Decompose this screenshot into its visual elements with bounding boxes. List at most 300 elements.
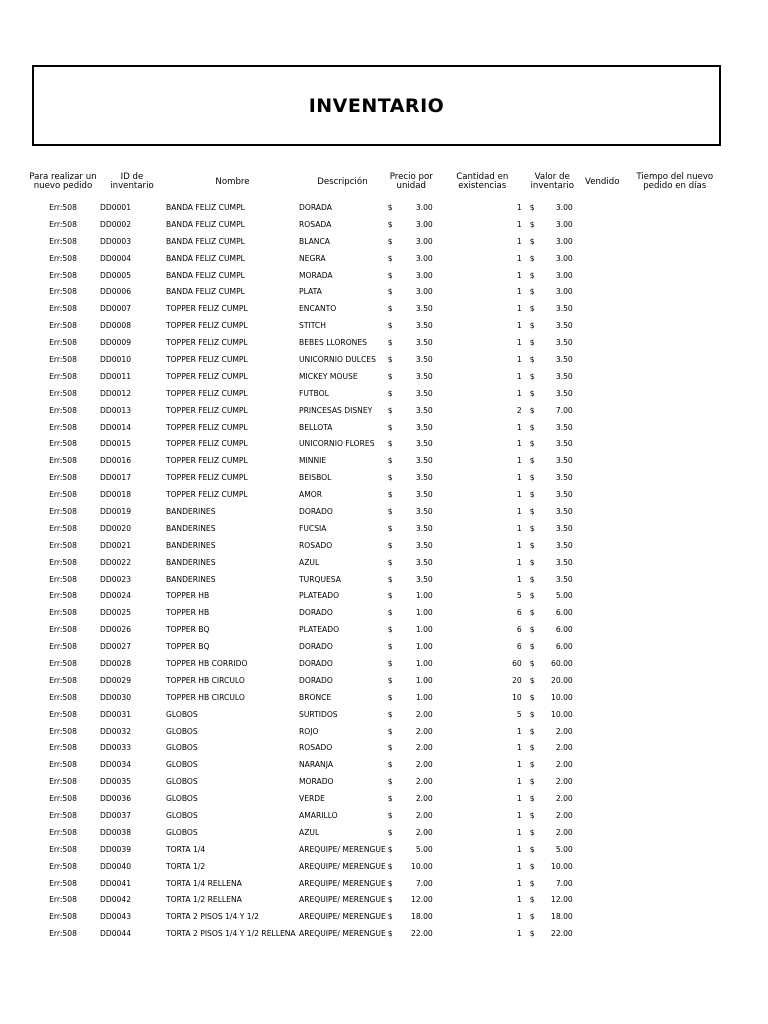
inventory-value-cell: 3.50 xyxy=(555,540,573,550)
sold-cell xyxy=(577,199,628,216)
name-cell: BANDA FELIZ CUMPL xyxy=(166,287,245,297)
sold-cell xyxy=(577,655,628,672)
header-lead-time: Tiempo del nuevo pedido en días xyxy=(636,172,714,191)
value-currency-cell: $ xyxy=(529,506,535,516)
quantity-cell: 1 xyxy=(516,811,522,820)
price-currency-cell: $ xyxy=(387,591,393,601)
header-reorder: Para realizar un nuevo pedido xyxy=(29,172,97,191)
reorder-cell: Err:508 xyxy=(49,304,77,314)
description-cell: AZUL xyxy=(299,557,320,567)
description-cell: MINNIE xyxy=(299,456,327,466)
inventory-id-cell: DD0032 xyxy=(100,726,132,736)
description-cell: MORADO xyxy=(299,777,334,787)
inventory-value-cell: 18.00 xyxy=(551,912,573,922)
table-row xyxy=(28,824,722,841)
price-currency-cell: $ xyxy=(387,777,393,787)
sold-cell xyxy=(577,385,628,402)
table-row xyxy=(28,250,722,267)
unit-price-cell: 1.00 xyxy=(415,591,433,601)
page-title: INVENTARIO xyxy=(308,94,445,117)
table-row xyxy=(28,233,722,250)
name-cell: BANDERINES xyxy=(166,540,216,550)
unit-price-cell: 3.00 xyxy=(415,270,433,280)
sold-cell xyxy=(577,351,628,368)
quantity-cell: 1 xyxy=(516,912,522,922)
name-cell: TOPPER HB CIRCULO xyxy=(166,675,245,685)
value-currency-cell: $ xyxy=(529,321,535,331)
inventory-value-cell: 3.00 xyxy=(555,219,573,229)
table-row xyxy=(28,773,722,790)
inventory-id-cell: DD0041 xyxy=(100,878,132,888)
inventory-id-cell: DD0036 xyxy=(100,794,132,804)
inventory-id-cell: DD0031 xyxy=(100,709,132,719)
quantity-cell: 1 xyxy=(516,506,522,516)
sold-cell xyxy=(577,300,628,317)
lead-time-cell xyxy=(628,537,722,554)
lead-time-cell xyxy=(628,638,722,655)
inventory-id-cell: DD0007 xyxy=(100,304,132,314)
reorder-cell: Err:508 xyxy=(49,625,77,635)
value-currency-cell: $ xyxy=(529,304,535,314)
unit-price-cell: 3.00 xyxy=(415,202,433,212)
price-currency-cell: $ xyxy=(387,321,393,331)
table-row xyxy=(28,756,722,773)
lead-time-cell xyxy=(628,689,722,706)
unit-price-cell: 18.00 xyxy=(411,912,433,922)
header-sold: Vendido xyxy=(584,176,620,187)
value-currency-cell: $ xyxy=(529,439,535,449)
unit-price-cell: 3.50 xyxy=(415,354,433,364)
quantity-cell: 1 xyxy=(516,574,522,584)
description-cell: NEGRA xyxy=(299,253,326,263)
price-currency-cell: $ xyxy=(387,844,393,854)
quantity-cell: 1 xyxy=(516,304,522,314)
inventory-id-cell: DD0019 xyxy=(100,506,132,516)
value-currency-cell: $ xyxy=(529,827,535,837)
lead-time-cell xyxy=(628,520,722,537)
lead-time-cell xyxy=(628,621,722,638)
description-cell: AREQUIPE/ MERENGUE xyxy=(299,878,386,888)
table-row xyxy=(28,790,722,807)
inventory-value-cell: 2.00 xyxy=(555,777,573,787)
value-currency-cell: $ xyxy=(529,557,535,567)
inventory-value-cell: 5.00 xyxy=(555,591,573,601)
inventory-value-cell: 3.50 xyxy=(555,473,573,483)
lead-time-cell xyxy=(628,841,722,858)
lead-time-cell xyxy=(628,723,722,740)
table-body xyxy=(28,199,722,942)
name-cell: GLOBOS xyxy=(166,709,198,719)
description-cell: UNICORNIO FLORES xyxy=(299,439,375,449)
reorder-cell: Err:508 xyxy=(49,895,77,905)
table-row xyxy=(28,351,722,368)
quantity-cell: 1 xyxy=(516,456,522,466)
inventory-value-cell: 3.50 xyxy=(555,338,573,348)
inventory-id-cell: DD0042 xyxy=(100,895,132,905)
reorder-cell: Err:508 xyxy=(49,709,77,719)
inventory-value-cell: 6.00 xyxy=(555,642,573,652)
name-cell: TORTA 2 PISOS 1/4 Y 1/2 RELLENA xyxy=(166,929,296,939)
inventory-id-cell: DD0021 xyxy=(100,540,132,550)
quantity-cell: 1 xyxy=(516,202,522,212)
inventory-value-cell: 3.50 xyxy=(555,371,573,381)
description-cell: AREQUIPE/ MERENGUE xyxy=(299,895,386,905)
sold-cell xyxy=(577,723,628,740)
sold-cell xyxy=(577,892,628,909)
inventory-value-cell: 2.00 xyxy=(555,794,573,804)
price-currency-cell: $ xyxy=(387,439,393,449)
sold-cell xyxy=(577,925,628,942)
quantity-cell: 5 xyxy=(516,709,522,719)
lead-time-cell xyxy=(628,199,722,216)
description-cell: ROJO xyxy=(299,726,319,736)
inventory-value-cell: 20.00 xyxy=(551,675,573,685)
inventory-id-cell: DD0005 xyxy=(100,270,132,280)
sold-cell xyxy=(577,486,628,503)
lead-time-cell xyxy=(628,368,722,385)
name-cell: TOPPER FELIZ CUMPL xyxy=(166,371,248,381)
lead-time-cell xyxy=(628,351,722,368)
reorder-cell: Err:508 xyxy=(49,861,77,871)
name-cell: BANDERINES xyxy=(166,523,216,533)
unit-price-cell: 3.50 xyxy=(415,473,433,483)
name-cell: GLOBOS xyxy=(166,777,198,787)
reorder-cell: Err:508 xyxy=(49,506,77,516)
unit-price-cell: 7.00 xyxy=(415,878,433,888)
sold-cell xyxy=(577,638,628,655)
price-currency-cell: $ xyxy=(387,811,393,820)
name-cell: BANDA FELIZ CUMPL xyxy=(166,270,245,280)
reorder-cell: Err:508 xyxy=(49,270,77,280)
sold-cell xyxy=(577,807,628,824)
unit-price-cell: 3.00 xyxy=(415,219,433,229)
table-row xyxy=(28,925,722,942)
value-currency-cell: $ xyxy=(529,625,535,635)
sold-cell xyxy=(577,587,628,604)
sold-cell xyxy=(577,267,628,284)
value-currency-cell: $ xyxy=(529,456,535,466)
lead-time-cell xyxy=(628,571,722,588)
unit-price-cell: 2.00 xyxy=(415,811,433,820)
reorder-cell: Err:508 xyxy=(49,658,77,668)
name-cell: TOPPER FELIZ CUMPL xyxy=(166,422,248,432)
value-currency-cell: $ xyxy=(529,202,535,212)
unit-price-cell: 3.50 xyxy=(415,540,433,550)
unit-price-cell: 2.00 xyxy=(415,777,433,787)
description-cell: AREQUIPE/ MERENGUE xyxy=(299,861,386,871)
unit-price-cell: 1.00 xyxy=(415,608,433,618)
price-currency-cell: $ xyxy=(387,827,393,837)
value-currency-cell: $ xyxy=(529,270,535,280)
quantity-cell: 1 xyxy=(516,338,522,348)
inventory-id-cell: DD0006 xyxy=(100,287,132,297)
price-currency-cell: $ xyxy=(387,912,393,922)
sold-cell xyxy=(577,706,628,723)
table-row xyxy=(28,402,722,419)
inventory-value-cell: 3.00 xyxy=(555,236,573,246)
unit-price-cell: 1.00 xyxy=(415,658,433,668)
quantity-cell: 6 xyxy=(516,625,522,635)
inventory-id-cell: DD0027 xyxy=(100,642,132,652)
quantity-cell: 1 xyxy=(516,388,522,398)
lead-time-cell xyxy=(628,740,722,757)
description-cell: BEISBOL xyxy=(299,473,332,483)
inventory-table xyxy=(28,165,722,942)
inventory-value-cell: 7.00 xyxy=(555,878,573,888)
table-row xyxy=(28,419,722,436)
description-cell: DORADO xyxy=(299,608,333,618)
value-currency-cell: $ xyxy=(529,253,535,263)
sold-cell xyxy=(577,824,628,841)
quantity-cell: 1 xyxy=(516,473,522,483)
inventory-value-cell: 3.00 xyxy=(555,202,573,212)
quantity-cell: 1 xyxy=(516,929,522,939)
reorder-cell: Err:508 xyxy=(49,827,77,837)
title-box xyxy=(32,65,721,146)
sold-cell xyxy=(577,216,628,233)
sold-cell xyxy=(577,503,628,520)
reorder-cell: Err:508 xyxy=(49,236,77,246)
table-row xyxy=(28,452,722,469)
inventory-id-cell: DD0004 xyxy=(100,253,132,263)
price-currency-cell: $ xyxy=(387,726,393,736)
lead-time-cell xyxy=(628,807,722,824)
name-cell: BANDERINES xyxy=(166,574,216,584)
name-cell: TOPPER BQ xyxy=(166,642,210,652)
sold-cell xyxy=(577,452,628,469)
lead-time-cell xyxy=(628,655,722,672)
lead-time-cell xyxy=(628,283,722,300)
name-cell: GLOBOS xyxy=(166,760,198,770)
reorder-cell: Err:508 xyxy=(49,743,77,753)
sold-cell xyxy=(577,604,628,621)
description-cell: ENCANTO xyxy=(299,304,337,314)
unit-price-cell: 3.00 xyxy=(415,236,433,246)
description-cell: STITCH xyxy=(299,321,326,331)
name-cell: BANDERINES xyxy=(166,506,216,516)
price-currency-cell: $ xyxy=(387,371,393,381)
value-currency-cell: $ xyxy=(529,895,535,905)
inventory-value-cell: 60.00 xyxy=(551,658,573,668)
inventory-id-cell: DD0008 xyxy=(100,321,132,331)
unit-price-cell: 1.00 xyxy=(415,625,433,635)
price-currency-cell: $ xyxy=(387,760,393,770)
price-currency-cell: $ xyxy=(387,675,393,685)
price-currency-cell: $ xyxy=(387,861,393,871)
description-cell: PLATEADO xyxy=(299,625,340,635)
description-cell: DORADO xyxy=(299,658,333,668)
reorder-cell: Err:508 xyxy=(49,912,77,922)
value-currency-cell: $ xyxy=(529,844,535,854)
table-row xyxy=(28,892,722,909)
reorder-cell: Err:508 xyxy=(49,608,77,618)
table-row xyxy=(28,199,722,216)
price-currency-cell: $ xyxy=(387,304,393,314)
table-row xyxy=(28,638,722,655)
inventory-value-cell: 2.00 xyxy=(555,726,573,736)
table-row xyxy=(28,300,722,317)
table-row xyxy=(28,334,722,351)
name-cell: TOPPER HB xyxy=(166,591,210,601)
price-currency-cell: $ xyxy=(387,794,393,804)
description-cell: DORADO xyxy=(299,506,333,516)
header-quantity: Cantidad en existencias xyxy=(456,172,509,191)
lead-time-cell xyxy=(628,267,722,284)
inventory-value-cell: 10.00 xyxy=(551,692,573,702)
reorder-cell: Err:508 xyxy=(49,439,77,449)
inventory-value-cell: 3.50 xyxy=(555,574,573,584)
name-cell: TOPPER FELIZ CUMPL xyxy=(166,354,248,364)
table-row xyxy=(28,283,722,300)
reorder-cell: Err:508 xyxy=(49,844,77,854)
quantity-cell: 60 xyxy=(512,658,522,668)
unit-price-cell: 2.00 xyxy=(415,726,433,736)
value-currency-cell: $ xyxy=(529,743,535,753)
sold-cell xyxy=(577,554,628,571)
price-currency-cell: $ xyxy=(387,253,393,263)
price-currency-cell: $ xyxy=(387,709,393,719)
inventory-value-cell: 3.50 xyxy=(555,422,573,432)
description-cell: VERDE xyxy=(299,794,325,804)
value-currency-cell: $ xyxy=(529,371,535,381)
value-currency-cell: $ xyxy=(529,777,535,787)
reorder-cell: Err:508 xyxy=(49,388,77,398)
name-cell: TOPPER FELIZ CUMPL xyxy=(166,456,248,466)
price-currency-cell: $ xyxy=(387,658,393,668)
sold-cell xyxy=(577,233,628,250)
inventory-id-cell: DD0001 xyxy=(100,202,132,212)
inventory-id-cell: DD0028 xyxy=(100,658,132,668)
price-currency-cell: $ xyxy=(387,878,393,888)
description-cell: DORADA xyxy=(299,202,332,212)
lead-time-cell xyxy=(628,554,722,571)
value-currency-cell: $ xyxy=(529,912,535,922)
inventory-value-cell: 3.50 xyxy=(555,439,573,449)
sold-cell xyxy=(577,773,628,790)
unit-price-cell: 3.00 xyxy=(415,287,433,297)
sold-cell xyxy=(577,571,628,588)
lead-time-cell xyxy=(628,790,722,807)
name-cell: BANDA FELIZ CUMPL xyxy=(166,253,245,263)
inventory-value-cell: 3.50 xyxy=(555,490,573,500)
lead-time-cell xyxy=(628,858,722,875)
inventory-value-cell: 5.00 xyxy=(555,844,573,854)
table-row xyxy=(28,537,722,554)
sold-cell xyxy=(577,875,628,892)
table-row xyxy=(28,554,722,571)
name-cell: TOPPER FELIZ CUMPL xyxy=(166,473,248,483)
price-currency-cell: $ xyxy=(387,456,393,466)
sold-cell xyxy=(577,740,628,757)
inventory-value-cell: 3.50 xyxy=(555,557,573,567)
description-cell: TURQUESA xyxy=(299,574,341,584)
reorder-cell: Err:508 xyxy=(49,354,77,364)
sold-cell xyxy=(577,858,628,875)
name-cell: TOPPER FELIZ CUMPL xyxy=(166,439,248,449)
inventory-id-cell: DD0026 xyxy=(100,625,132,635)
unit-price-cell: 2.00 xyxy=(415,794,433,804)
table-row xyxy=(28,385,722,402)
reorder-cell: Err:508 xyxy=(49,202,77,212)
name-cell: TOPPER BQ xyxy=(166,625,210,635)
quantity-cell: 1 xyxy=(516,219,522,229)
reorder-cell: Err:508 xyxy=(49,456,77,466)
table-row xyxy=(28,604,722,621)
inventory-value-cell: 3.50 xyxy=(555,304,573,314)
name-cell: BANDA FELIZ CUMPL xyxy=(166,236,245,246)
sold-cell xyxy=(577,520,628,537)
inventory-value-cell: 7.00 xyxy=(555,405,573,415)
value-currency-cell: $ xyxy=(529,219,535,229)
unit-price-cell: 1.00 xyxy=(415,692,433,702)
unit-price-cell: 12.00 xyxy=(411,895,433,905)
inventory-id-cell: DD0002 xyxy=(100,219,132,229)
header-description: Descripción xyxy=(317,176,368,187)
inventory-id-cell: DD0010 xyxy=(100,354,132,364)
price-currency-cell: $ xyxy=(387,405,393,415)
quantity-cell: 2 xyxy=(516,405,522,415)
inventory-id-cell: DD0003 xyxy=(100,236,132,246)
price-currency-cell: $ xyxy=(387,625,393,635)
name-cell: GLOBOS xyxy=(166,827,198,837)
inventory-id-cell: DD0039 xyxy=(100,844,132,854)
name-cell: TOPPER FELIZ CUMPL xyxy=(166,405,248,415)
inventory-value-cell: 12.00 xyxy=(551,895,573,905)
unit-price-cell: 3.00 xyxy=(415,253,433,263)
name-cell: TOPPER HB CORRIDO xyxy=(166,658,248,668)
price-currency-cell: $ xyxy=(387,692,393,702)
price-currency-cell: $ xyxy=(387,287,393,297)
inventory-id-cell: DD0024 xyxy=(100,591,132,601)
reorder-cell: Err:508 xyxy=(49,811,77,820)
price-currency-cell: $ xyxy=(387,557,393,567)
quantity-cell: 1 xyxy=(516,760,522,770)
name-cell: GLOBOS xyxy=(166,811,198,820)
unit-price-cell: 3.50 xyxy=(415,338,433,348)
lead-time-cell xyxy=(628,452,722,469)
inventory-id-cell: DD0009 xyxy=(100,338,132,348)
lead-time-cell xyxy=(628,892,722,909)
inventory-id-cell: DD0035 xyxy=(100,777,132,787)
quantity-cell: 1 xyxy=(516,861,522,871)
price-currency-cell: $ xyxy=(387,895,393,905)
reorder-cell: Err:508 xyxy=(49,405,77,415)
value-currency-cell: $ xyxy=(529,861,535,871)
lead-time-cell xyxy=(628,250,722,267)
name-cell: TORTA 1/4 xyxy=(166,844,206,854)
lead-time-cell xyxy=(628,773,722,790)
inventory-id-cell: DD0022 xyxy=(100,557,132,567)
inventory-id-cell: DD0017 xyxy=(100,473,132,483)
table-row xyxy=(28,740,722,757)
inventory-value-cell: 6.00 xyxy=(555,608,573,618)
quantity-cell: 1 xyxy=(516,287,522,297)
header-unit-price: Precio por unidad xyxy=(389,172,433,191)
inventory-value-cell: 3.50 xyxy=(555,388,573,398)
table-row xyxy=(28,875,722,892)
quantity-cell: 1 xyxy=(516,726,522,736)
quantity-cell: 10 xyxy=(512,692,522,702)
value-currency-cell: $ xyxy=(529,709,535,719)
reorder-cell: Err:508 xyxy=(49,726,77,736)
value-currency-cell: $ xyxy=(529,236,535,246)
quantity-cell: 1 xyxy=(516,439,522,449)
header-row xyxy=(28,165,722,199)
inventory-id-cell: DD0029 xyxy=(100,675,132,685)
reorder-cell: Err:508 xyxy=(49,321,77,331)
description-cell: PLATEADO xyxy=(299,591,340,601)
name-cell: BANDERINES xyxy=(166,557,216,567)
